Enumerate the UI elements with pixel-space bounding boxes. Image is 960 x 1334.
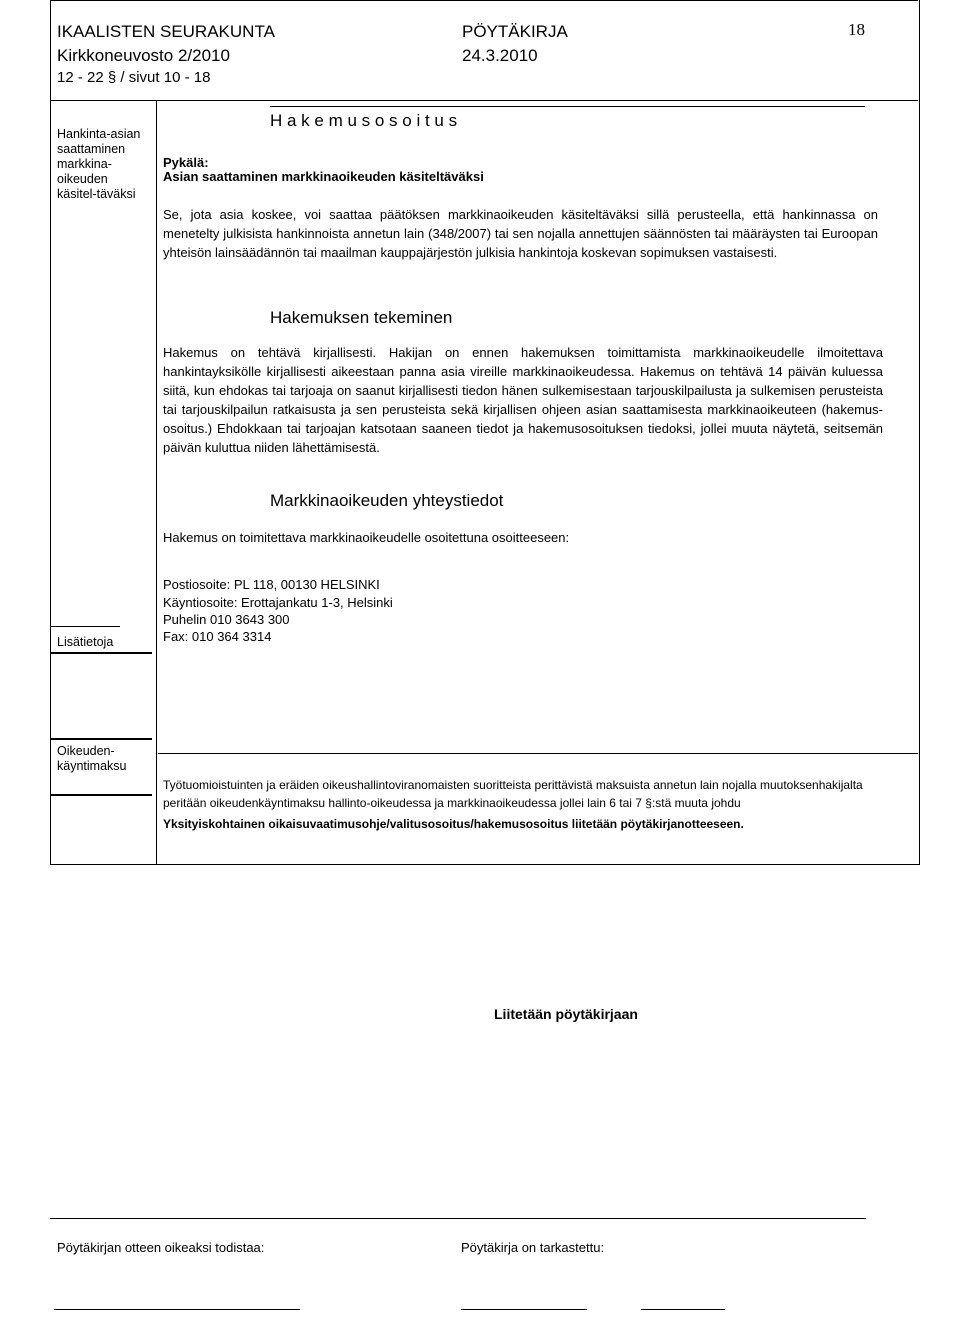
fee-bold-text: Yksityiskohtainen oikaisuvaatimusohje/valitusosoitus/hakemusosoitus liitetään pöytäkirjanotteeseen.	[163, 817, 744, 831]
footer-separator	[50, 1218, 866, 1219]
pykala-label: Pykälä:	[163, 155, 209, 170]
fee-rule-top	[50, 738, 152, 740]
fee-rule-bottom	[50, 794, 152, 796]
header-pages-ref: 12 - 22 § / sivut 10 - 18	[57, 69, 211, 86]
header-doc-type: PÖYTÄKIRJA	[462, 22, 568, 41]
intro-paragraph: Se, jota asia koskee, voi saattaa päätöksen markkinaoikeuden käsiteltäväksi sillä perusteella, että hankinnassa on menetelty julkisista hankinnoista annetun lain (348/2007) tai sen nojalla annettujen säännösten tai määräysten tai Euroopan yhteisön lainsäädännön tai maailman kauppajärjestön julkisia hankintoja koskevan sopimuksen vastaisesti.	[163, 207, 878, 260]
sidebar-topic: Hankinta-asian saattaminen markkina- oikeuden käsitel-täväksi	[57, 127, 141, 201]
signature-line-2	[461, 1309, 587, 1310]
lisatietoja-rule-bottom	[50, 652, 152, 654]
footer-checked: Pöytäkirja on tarkastettu:	[461, 1240, 605, 1255]
title-underline	[270, 106, 865, 107]
sidebar-lisatietoja: Lisätietoja	[57, 635, 114, 649]
signature-line-1	[54, 1309, 300, 1310]
section-text-application: Hakemus on tehtävä kirjallisesti. Hakijan on ennen hakemuksen toimittamista markkinaoikeudelle ilmoitettava hankintayksikölle kirjallisesti aikeestaan panna asia vireille markkinaoikeudessa. Hakemus on tehtävä 14 päivän kuluessa siitä, kun ehdokas tai tarjoaja on saanut kirjallisesti tiedon hänen sulkemisestaan tarjouskilpailusta ja sulkemisen perusteista tai tarjouskilpailun ratkaisusta ja sen perusteista sekä kirjallisen ohjeen asian saattamisesta markkinaoikeuteen (hakemus- osoitus.) Ehdokkaan tai tarjoajan katsotaan saaneen tiedot ja hakemusosoituksen tiedoksi, jollei muuta näytetä, seitsemän päivän kuluttua niiden lähettämisestä.	[163, 345, 883, 455]
header-date: 24.3.2010	[462, 46, 538, 65]
section-text-contact: Hakemus on toimitettava markkinaoikeudelle osoitettuna osoitteeseen:	[163, 530, 570, 545]
header-separator	[50, 100, 918, 101]
contact-visit: Käyntiosoite: Erottajankatu 1-3, Helsinki	[163, 595, 393, 610]
attachment-note: Liitetään pöytäkirjaan	[494, 1006, 638, 1022]
fee-text-rule	[158, 753, 918, 754]
main-title: H a k e m u s o s o i t u s	[270, 111, 458, 130]
top-border	[50, 0, 918, 1]
contact-fax: Fax: 010 364 3314	[163, 629, 272, 644]
header-org: IKAALISTEN SEURAKUNTA	[57, 22, 275, 41]
header-page-number: 18	[848, 20, 865, 39]
contact-postal: Postiosoite: PL 118, 00130 HELSINKI	[163, 577, 380, 592]
header-meeting: Kirkkoneuvosto 2/2010	[57, 46, 230, 65]
column-divider	[156, 101, 157, 864]
footer-certify: Pöytäkirjan otteen oikeaksi todistaa:	[57, 1240, 265, 1255]
fee-text: Työtuomioistuinten ja eräiden oikeushallintoviranomaisten suoritteista perittävistä maksuista annetun lain nojalla muutoksenhakijalta peritään oikeudenkäyntimaksu hallinto-oikeudessa ja markkinaoikeudessa jollei lain 6 tai 7 §:stä muuta johdu	[163, 778, 863, 810]
section-title-application: Hakemuksen tekeminen	[270, 308, 453, 327]
section-title-contact: Markkinaoikeuden yhteystiedot	[270, 491, 504, 510]
lisatietoja-rule-top	[50, 626, 120, 627]
contact-phone: Puhelin 010 3643 300	[163, 612, 290, 627]
signature-line-3	[641, 1309, 725, 1310]
pykala-text: Asian saattaminen markkinaoikeuden käsiteltäväksi	[163, 169, 484, 184]
sidebar-oikeudenkayntimaksu: Oikeuden-käyntimaksu	[57, 744, 127, 773]
